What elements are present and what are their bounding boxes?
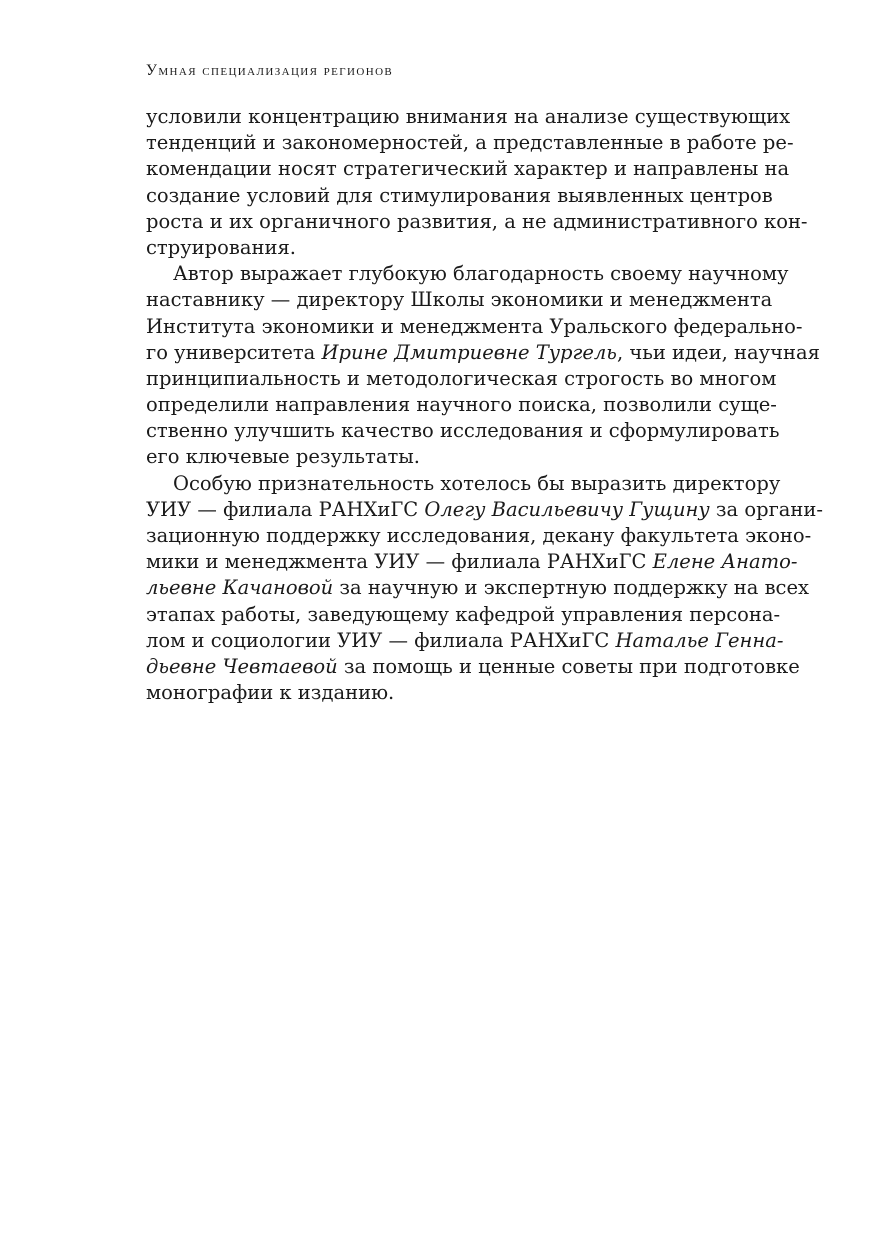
- text-segment: ственно улучшить качество исследования и сформулировать: [146, 419, 780, 443]
- text-line: [146, 680, 756, 706]
- text-line: [146, 261, 789, 287]
- text-segment: тенденций и закономерностей, а представленные в работе ре-: [146, 131, 794, 155]
- text-segment: комендации носят стратегический характер и направлены на: [146, 157, 790, 181]
- text-segment: лом и социологии УИУ — филиала РАНХиГС: [146, 628, 616, 652]
- text-segment: за помощь и ценные советы при подготовке: [337, 654, 800, 678]
- text-segment: наставнику — директору Школы экономики и менеджмента: [146, 288, 773, 312]
- text-line: [146, 183, 773, 209]
- text-segment: монографии к изданию.: [146, 681, 395, 705]
- text-segment: го университета: [146, 340, 322, 364]
- italic-name: льевне Качановой: [146, 576, 334, 600]
- italic-name: Наталье Генна-: [615, 628, 784, 652]
- text-segment: определили направления научного поиска, позволили суще-: [146, 393, 777, 417]
- text-segment: условили концентрацию внимания на анализе существующих: [146, 105, 791, 128]
- body-text: [146, 104, 824, 706]
- text-segment: Института экономики и менеджмента Уральского федерально-: [146, 314, 803, 338]
- text-line: [146, 314, 803, 340]
- text-segment: зационную поддержку исследования, декану факультета эконо-: [146, 524, 812, 547]
- text-segment: Автор выражает глубокую благодарность своему научному: [173, 262, 789, 286]
- running-head: Умная специализация регионов: [146, 62, 394, 79]
- text-line: [146, 575, 810, 601]
- italic-name: дьевне Чевтаевой: [146, 654, 338, 678]
- italic-name: Ирине Дмитриевне Тургель: [321, 340, 617, 364]
- text-line: [146, 287, 773, 313]
- text-line: [146, 418, 780, 444]
- text-segment: создание условий для стимулирования выявленных центров: [146, 183, 773, 207]
- text-segment: роста и их органичного развития, а не административного кон-: [146, 209, 808, 233]
- text-line: [146, 156, 790, 182]
- text-line: [146, 209, 808, 235]
- italic-name: Елене Анато-: [652, 550, 798, 574]
- text-line: [146, 366, 777, 392]
- text-line: [146, 444, 756, 470]
- text-line: [146, 340, 820, 366]
- text-line: [146, 104, 791, 130]
- text-line: [146, 628, 784, 654]
- text-segment: за научную и экспертную поддержку на всех: [333, 576, 810, 600]
- text-segment: его ключевые результаты.: [146, 445, 420, 469]
- text-line: [146, 654, 800, 680]
- text-segment: Особую признательность хотелось бы выразить директору: [173, 471, 781, 495]
- text-line: [146, 471, 781, 497]
- paragraph: [146, 261, 820, 471]
- text-line: [146, 602, 781, 628]
- text-line: [146, 130, 794, 156]
- text-segment: этапах работы, заведующему кафедрой управления персона-: [146, 602, 781, 626]
- paragraph: [146, 471, 824, 707]
- text-line: [146, 392, 777, 418]
- text-line: [146, 549, 798, 575]
- italic-name: Олегу Васильевичу Гущину: [424, 497, 710, 521]
- text-line: [146, 523, 812, 549]
- text-segment: мики и менеджмента УИУ — филиала РАНХиГС: [146, 550, 653, 574]
- text-line: [146, 497, 824, 523]
- text-segment: струирования.: [146, 235, 296, 259]
- paragraph: [146, 104, 808, 261]
- text-segment: , чьи идеи, научная: [616, 340, 820, 364]
- text-segment: принципиальность и методологическая строгость во многом: [146, 366, 777, 390]
- text-line: [146, 235, 756, 261]
- text-segment: за органи-: [709, 497, 824, 521]
- text-segment: УИУ — филиала РАНХиГС: [146, 497, 425, 521]
